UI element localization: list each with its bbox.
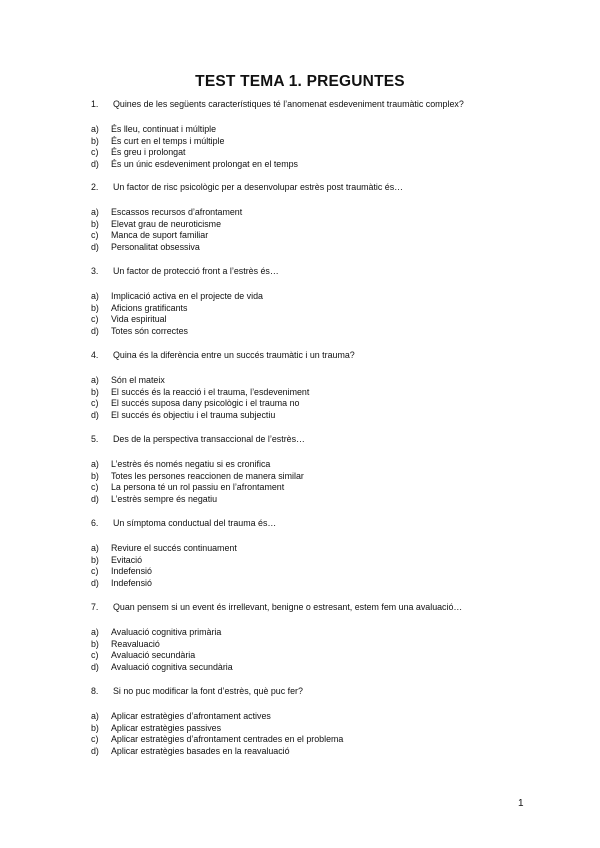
option-text: Indefensió bbox=[111, 566, 152, 577]
option-letter: d) bbox=[91, 577, 99, 588]
option-letter: a) bbox=[91, 627, 99, 637]
option-letter: b) bbox=[91, 554, 99, 565]
option-letter: d) bbox=[91, 745, 99, 756]
option-letter: c) bbox=[91, 230, 99, 241]
option-text: Totes les persones reaccionen de manera similar bbox=[111, 470, 304, 481]
option-letter: c) bbox=[91, 314, 99, 325]
option-text: Avaluació secundària bbox=[111, 650, 196, 661]
option-text: És lleu, continuat i múltiple bbox=[111, 124, 217, 134]
option-text: El succés és la reacció i el trauma, l’esdeveniment bbox=[111, 386, 310, 397]
page-title: TEST TEMA 1. PREGUNTES bbox=[195, 73, 405, 90]
option-letter: a) bbox=[91, 207, 99, 217]
option-text: El succés és objectiu i el trauma subjectiu bbox=[111, 409, 276, 420]
option-text: Reviure el succés continuament bbox=[111, 543, 237, 553]
option-letter: a) bbox=[91, 291, 99, 301]
option-text: Aplicar estratègies passives bbox=[111, 722, 222, 733]
option-text: Evitació bbox=[111, 554, 143, 565]
question-number: 1. bbox=[91, 99, 99, 109]
option-text: És curt en el temps i múltiple bbox=[111, 135, 225, 146]
option-text: El succés suposa dany psicològic i el trauma no bbox=[111, 398, 300, 409]
option-letter: b) bbox=[91, 470, 99, 481]
option-text: Reavaluació bbox=[111, 638, 160, 649]
option-letter: a) bbox=[91, 375, 99, 385]
option-text: Escassos recursos d’afrontament bbox=[111, 207, 243, 217]
option-letter: d) bbox=[91, 241, 99, 252]
option-letter: b) bbox=[91, 302, 99, 313]
option-text: Manca de suport familiar bbox=[111, 230, 209, 241]
question-text: Quan pensem si un event és irrellevant, benigne o estresant, estem fem una avaluació… bbox=[113, 602, 463, 612]
option-text: Elevat grau de neuroticisme bbox=[111, 218, 222, 229]
question-number: 6. bbox=[91, 518, 99, 528]
option-letter: d) bbox=[91, 325, 99, 336]
question-number: 7. bbox=[91, 602, 99, 612]
option-text: Totes són correctes bbox=[111, 325, 188, 336]
option-letter: b) bbox=[91, 135, 99, 146]
option-letter: a) bbox=[91, 711, 99, 721]
option-text: Aficions gratificants bbox=[111, 302, 188, 313]
option-letter: d) bbox=[91, 493, 99, 504]
option-letter: d) bbox=[91, 158, 99, 169]
option-letter: d) bbox=[91, 661, 99, 672]
question-number: 2. bbox=[91, 182, 99, 192]
option-text: Aplicar estratègies d’afrontament actives bbox=[111, 711, 271, 721]
option-letter: b) bbox=[91, 386, 99, 397]
option-text: Avaluació cognitiva primària bbox=[111, 627, 222, 637]
option-letter: a) bbox=[91, 543, 99, 553]
option-letter: d) bbox=[91, 409, 99, 420]
question-text: Un factor de protecció front a l’estrès és… bbox=[113, 266, 279, 276]
option-text: Aplicar estratègies d’afrontament centrades en el problema bbox=[111, 734, 344, 745]
question-text: Quina és la diferència entre un succés traumàtic i un trauma? bbox=[113, 350, 355, 360]
option-letter: c) bbox=[91, 734, 99, 745]
option-text: L’estrès és només negatiu si es cronifica bbox=[111, 459, 271, 469]
option-letter: a) bbox=[91, 124, 99, 134]
option-text: La persona té un rol passiu en l’afrontament bbox=[111, 482, 285, 493]
option-text: Avaluació cognitiva secundària bbox=[111, 661, 233, 672]
question-text: Si no puc modificar la font d’estrès, què puc fer? bbox=[113, 686, 303, 696]
question-number: 8. bbox=[91, 686, 99, 696]
option-text: Implicació activa en el projecte de vida bbox=[111, 291, 263, 301]
question-text: Un símptoma conductual del trauma és… bbox=[113, 518, 277, 528]
question-text: Quines de les següents característiques té l’anomenat esdeveniment traumàtic complex? bbox=[113, 99, 464, 109]
option-text: Vida espiritual bbox=[111, 314, 167, 325]
question-number: 4. bbox=[91, 350, 99, 360]
option-letter: a) bbox=[91, 459, 99, 469]
option-letter: b) bbox=[91, 722, 99, 733]
option-letter: b) bbox=[91, 638, 99, 649]
option-text: Aplicar estratègies basades en la reavaluació bbox=[111, 745, 290, 756]
question-number: 5. bbox=[91, 434, 99, 444]
option-text: És greu i prolongat bbox=[111, 147, 186, 158]
option-text: Indefensió bbox=[111, 577, 152, 588]
option-letter: c) bbox=[91, 482, 99, 493]
option-text: Personalitat obsessiva bbox=[111, 241, 200, 252]
option-letter: c) bbox=[91, 398, 99, 409]
option-text: L’estrès sempre és negatiu bbox=[111, 493, 218, 504]
option-letter: c) bbox=[91, 566, 99, 577]
question-number: 3. bbox=[91, 266, 99, 276]
question-text: Des de la perspectiva transaccional de l’estrès… bbox=[113, 434, 305, 444]
option-letter: c) bbox=[91, 650, 99, 661]
page-number: 1 bbox=[518, 798, 524, 809]
option-letter: c) bbox=[91, 147, 99, 158]
option-letter: b) bbox=[91, 218, 99, 229]
option-text: Són el mateix bbox=[111, 375, 165, 385]
question-text: Un factor de risc psicològic per a desenvolupar estrès post traumàtic és… bbox=[113, 182, 404, 192]
option-text: És un únic esdeveniment prolongat en el temps bbox=[111, 158, 298, 169]
